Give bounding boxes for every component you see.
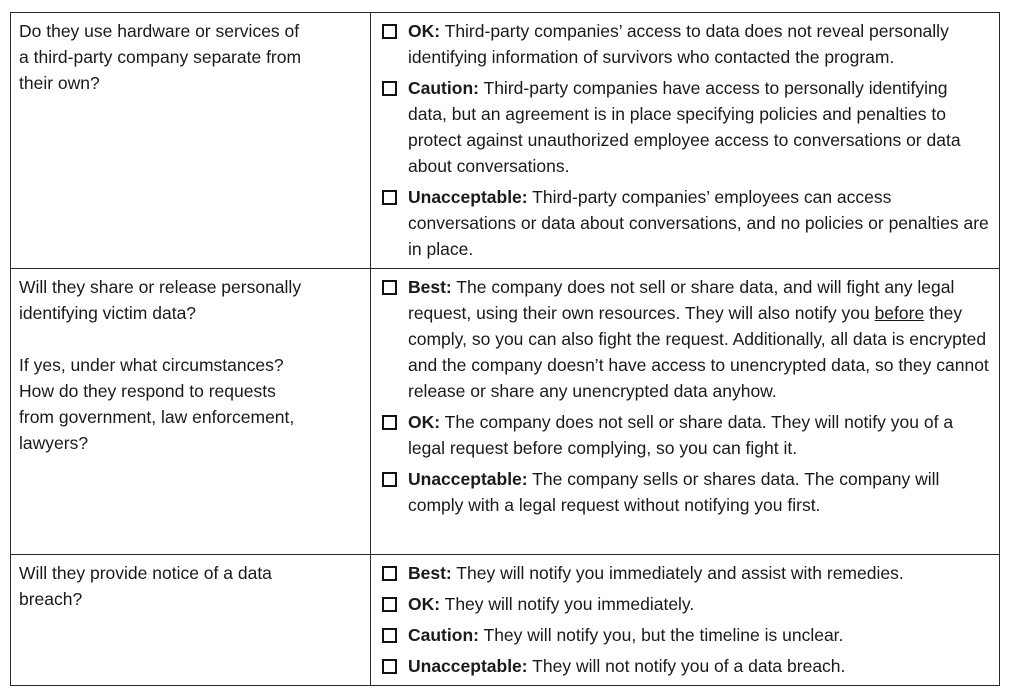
criteria-level: Unacceptable: [408, 656, 528, 676]
criteria-level: Best: [408, 563, 452, 583]
criteria-option-ok [379, 591, 991, 617]
checkbox-icon[interactable] [382, 190, 397, 205]
criteria-level: Best: [408, 277, 452, 297]
criteria-level: Caution: [408, 625, 479, 645]
question-text: Will they share or release personally [19, 277, 302, 297]
question-text: Do they use hardware or services of [19, 21, 300, 41]
criteria-level: Unacceptable: [408, 187, 528, 207]
criteria-text: They will notify you immediately and assist with remedies. [451, 563, 904, 583]
criteria-text: they comply, so you can also fight the request. Additionally, all data is encrypted and the company doesn’t have access to unencrypted data, so they cannot release or share any unencrypted data anyhow. [408, 303, 989, 401]
criteria-level: OK: [408, 412, 441, 432]
criteria-option-ok [379, 409, 991, 461]
question-text: Will they provide notice of a data [19, 563, 272, 583]
checkbox-icon[interactable] [382, 472, 397, 487]
checkbox-icon[interactable] [382, 415, 397, 430]
criteria-text: Third-party companies have access to personally identifying data, but an agreement is in place specifying policies and penalties to protect against unauthorized employee access to conversations or data about conversations. [408, 78, 961, 176]
criteria-text: They will notify you immediately. [440, 594, 695, 614]
checkbox-icon[interactable] [382, 280, 397, 295]
criteria-level: OK: [408, 594, 441, 614]
question-cell [11, 555, 371, 686]
criteria-option-caution [379, 75, 991, 179]
criteria-text: They will not notify you of a data breach. [527, 656, 846, 676]
criteria-cell [371, 269, 1000, 555]
question-text: identifying victim data? [19, 303, 197, 323]
paragraph-gap [19, 326, 362, 352]
checkbox-icon[interactable] [382, 597, 397, 612]
document-page [10, 12, 1000, 686]
question-text: their own? [19, 73, 100, 93]
criteria-text: They will notify you, but the timeline is unclear. [478, 625, 844, 645]
checkbox-icon[interactable] [382, 628, 397, 643]
checkbox-icon[interactable] [382, 566, 397, 581]
question-text: a third-party company separate from [19, 47, 302, 67]
criteria-text: The company does not sell or share data, and will fight any legal request, using their own resources. They will also notify you [408, 277, 955, 323]
question-subtext: If yes, under what circumstances? [19, 355, 284, 375]
checkbox-icon[interactable] [382, 81, 397, 96]
criteria-cell [371, 555, 1000, 686]
criteria-level: Caution: [408, 78, 479, 98]
checkbox-icon[interactable] [382, 24, 397, 39]
question-subtext: lawyers? [19, 433, 89, 453]
criteria-option-caution [379, 622, 991, 648]
table-row [11, 13, 1000, 269]
underlined-word: before [874, 303, 925, 323]
criteria-level: Unacceptable: [408, 469, 528, 489]
criteria-option-unacceptable [379, 466, 991, 518]
checkbox-icon[interactable] [382, 659, 397, 674]
criteria-text: The company does not sell or share data. They will notify you of a legal request before complying, so you can fight it. [408, 412, 954, 458]
criteria-option-ok [379, 18, 991, 70]
question-cell [11, 269, 371, 555]
criteria-text: Third-party companies’ access to data does not reveal personally identifying information of survivors who contacted the program. [408, 21, 949, 67]
criteria-option-best [379, 274, 991, 404]
table-row [11, 555, 1000, 686]
evaluation-table [10, 12, 1000, 686]
criteria-level: OK: [408, 21, 441, 41]
criteria-text: The company sells or shares data. The company will comply with a legal request without notifying you first. [408, 469, 940, 515]
criteria-option-unacceptable [379, 184, 991, 262]
criteria-option-best [379, 560, 991, 586]
table-row [11, 269, 1000, 555]
criteria-text: Third-party companies’ employees can access conversations or data about conversations, and no policies or penalties are in place. [408, 187, 989, 259]
question-cell [11, 13, 371, 269]
question-subtext: How do they respond to requests [19, 381, 276, 401]
criteria-option-unacceptable [379, 653, 991, 679]
question-subtext: from government, law enforcement, [19, 407, 295, 427]
question-text: breach? [19, 589, 83, 609]
criteria-cell [371, 13, 1000, 269]
